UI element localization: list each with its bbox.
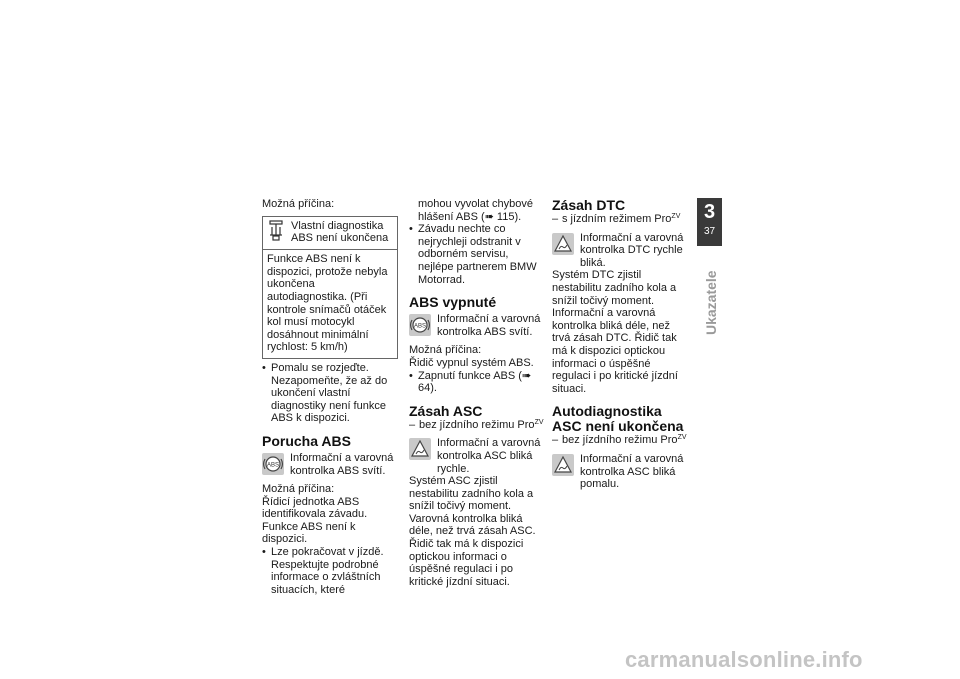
column-3 xyxy=(552,198,688,491)
warning-row xyxy=(262,452,398,477)
continued-text: mohou vyvolat chybové hlášení ABS (➠ 115). xyxy=(418,198,533,223)
cause-label: Možná příčina: xyxy=(262,198,335,210)
page-number: 37 xyxy=(703,226,716,237)
abs-warning-icon xyxy=(262,453,284,475)
asc-warning-icon xyxy=(552,454,574,476)
abs-warning-icon xyxy=(409,314,431,336)
body-text: Systém DTC zjistil nestabilitu zadního kola a snížil točivý moment. Informační a varovná kontrolka bliká déle, než trvá zásah DTC. Řidič tak má k dispozici optickou informaci o úspěšné regulaci i po kritické jízdní situaci. xyxy=(552,269,678,395)
asc-warning-icon xyxy=(409,438,431,460)
body-text: Systém ASC zjistil nestabilitu zadního kola a snížil točivý moment. Varovná kontrolka bliká déle, než trvá zásah ASC. Řidič tak má k dispozici optickou informaci o úspěšné regulaci i po kritické jízdní situaci. xyxy=(409,475,536,588)
cause-text: Řídicí jednotka ABS identifikovala závadu. Funkce ABS není k dispozici. xyxy=(262,495,368,546)
chapter-number: 3 xyxy=(703,201,716,223)
warning-text: Informační a varovná kontrolka ASC bliká pomalu. xyxy=(580,452,684,491)
cause-label: Možná příčina: xyxy=(409,344,482,357)
cause-text: Řidič vypnul systém ABS. xyxy=(409,356,534,369)
list-item: • Pomalu se rozjeďte. Nezapomeňte, že až do ukončení vlastní diagnostiky není funkce ABS k dispozici. xyxy=(262,361,388,425)
section-heading-abs-vypnute: ABS vypnuté xyxy=(409,294,497,311)
diagnostic-box-header xyxy=(263,217,397,251)
mode-condition: – bez jízdního režimu Pro$^{ZV}$ xyxy=(409,418,544,431)
diagnostic-box-text: Funkce ABS není k dispozici, protože nebyla ukončena autodiagnostika. (Při kontrole snímačů otáček kol musí motocykl dosáhnout minimální rychlost: 5 km/h) xyxy=(267,253,388,354)
section-heading-porucha-abs: Porucha ABS xyxy=(262,432,351,449)
diagnostic-icon xyxy=(267,220,289,246)
mode-condition: – bez jízdního režimu Pro$^{ZV}$ xyxy=(552,434,687,447)
diagnostic-box xyxy=(262,216,398,359)
list-item: • Lze pokračovat v jízdě. Respektujte podrobné informace o zvláštních situacích, které xyxy=(262,546,384,596)
column-1 xyxy=(262,198,398,596)
section-heading-zasah-dtc: Zásah DTC xyxy=(552,197,626,213)
warning-row xyxy=(552,232,688,270)
warning-row xyxy=(409,437,545,475)
list-item: • Zapnutí funkce ABS (➠ 64). xyxy=(409,369,532,395)
warning-text: Informační a varovná kontrolka DTC rychle bliká. xyxy=(580,231,684,269)
section-heading-autodiagnostika-asc: Autodiagnostika ASC není ukončena xyxy=(552,403,684,435)
chapter-tab xyxy=(697,198,722,246)
warning-row xyxy=(552,453,688,491)
warning-row xyxy=(409,313,545,338)
svg-text:ABS: ABS xyxy=(266,462,280,469)
list-item: • Závadu nechte co nejrychleji odstranit v odborném servisu, nejlépe partnerem BMW Motorrad. xyxy=(409,223,537,286)
section-title: Ukazatele xyxy=(703,270,719,335)
svg-text:ABS: ABS xyxy=(413,323,427,330)
dtc-warning-icon xyxy=(552,233,574,255)
diagnostic-box-title: Vlastní diagnostika ABS není ukončena xyxy=(291,219,389,245)
section-heading-zasah-asc: Zásah ASC xyxy=(409,402,483,419)
warning-text: Informační a varovná kontrolka ABS svítí. xyxy=(290,451,394,477)
mode-condition: – s jízdním režimem Pro$^{ZV}$ xyxy=(552,213,681,225)
warning-text: Informační a varovná kontrolka ABS svítí. xyxy=(437,313,541,338)
warning-text: Informační a varovná kontrolka ASC bliká rychle. xyxy=(437,437,541,475)
cause-label: Možná příčina: xyxy=(262,483,335,496)
watermark: carmanualsonline.info xyxy=(625,647,863,672)
column-2 xyxy=(409,198,545,588)
